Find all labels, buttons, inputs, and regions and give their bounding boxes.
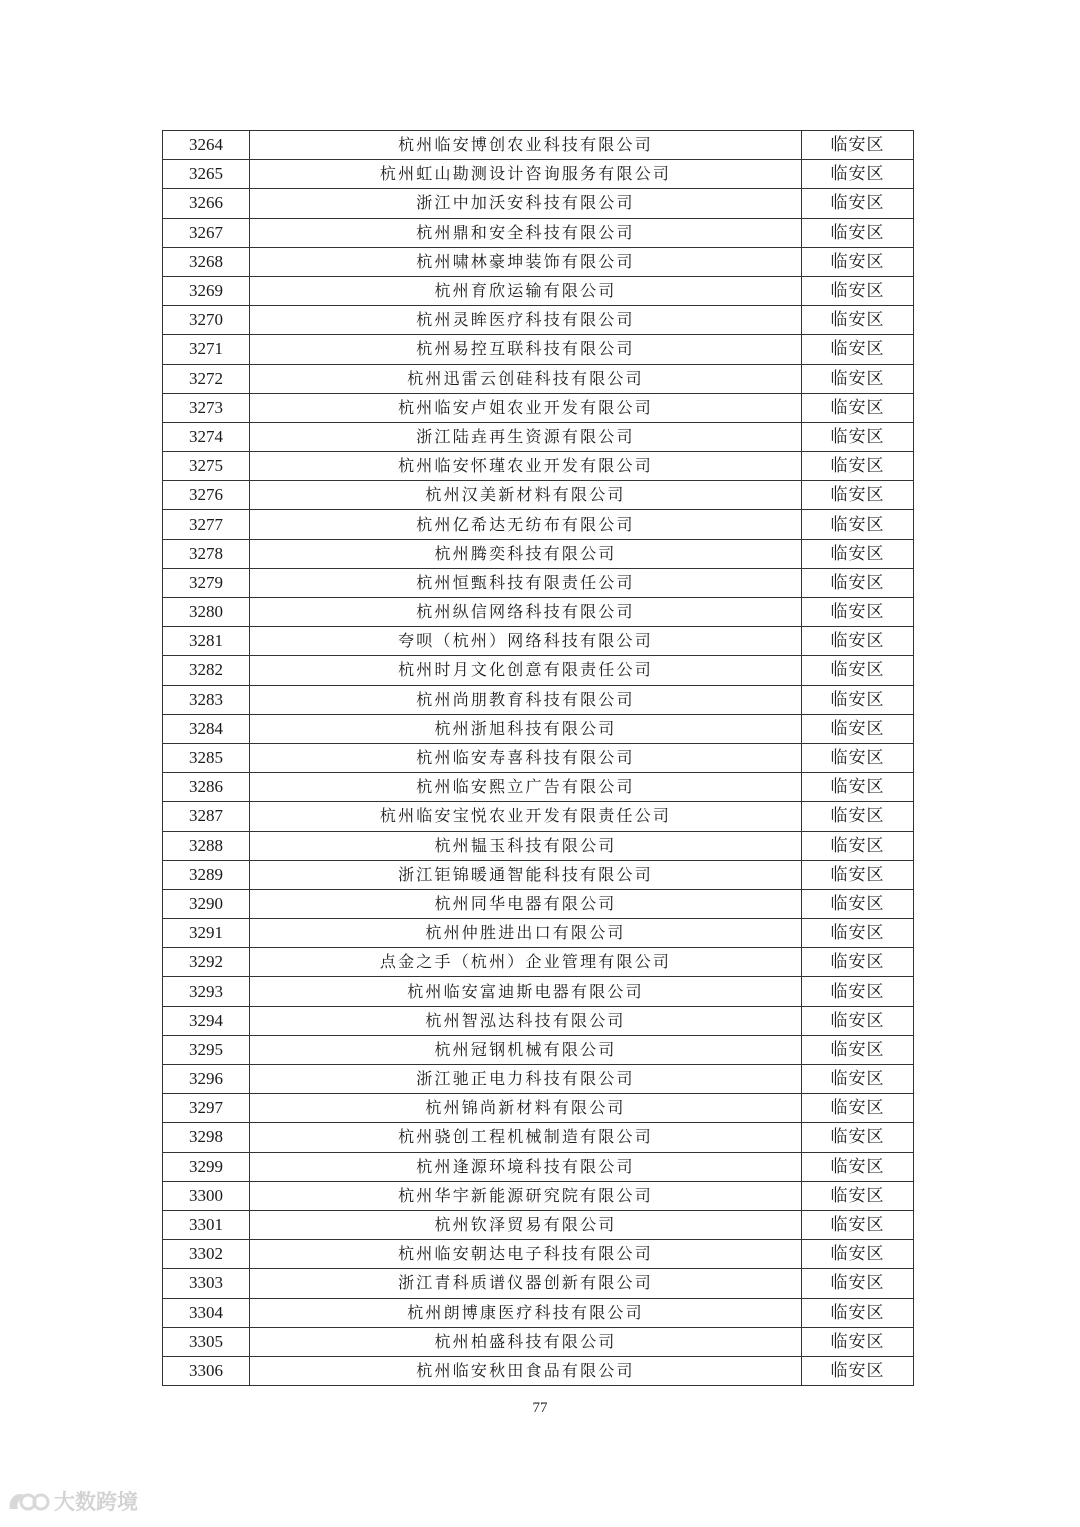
company-name: 浙江青科质谱仪器创新有限公司 bbox=[250, 1269, 802, 1298]
district-name: 临安区 bbox=[802, 685, 914, 714]
company-name: 杭州临安宝悦农业开发有限责任公司 bbox=[250, 802, 802, 831]
table-row bbox=[163, 1065, 914, 1094]
company-name: 杭州鼎和安全科技有限公司 bbox=[250, 218, 802, 247]
district-name: 临安区 bbox=[802, 131, 914, 160]
row-number: 3306 bbox=[163, 1356, 250, 1385]
district-name: 临安区 bbox=[802, 452, 914, 481]
row-number: 3266 bbox=[163, 189, 250, 218]
row-number: 3301 bbox=[163, 1210, 250, 1239]
company-name: 杭州临安朝达电子科技有限公司 bbox=[250, 1240, 802, 1269]
table-row bbox=[163, 860, 914, 889]
table-row bbox=[163, 1240, 914, 1269]
table-row bbox=[163, 393, 914, 422]
table-row bbox=[163, 977, 914, 1006]
row-number: 3297 bbox=[163, 1094, 250, 1123]
row-number: 3286 bbox=[163, 773, 250, 802]
district-name: 临安区 bbox=[802, 860, 914, 889]
company-name: 杭州冠钢机械有限公司 bbox=[250, 1035, 802, 1064]
company-name: 杭州韫玉科技有限公司 bbox=[250, 831, 802, 860]
row-number: 3274 bbox=[163, 422, 250, 451]
table-row bbox=[163, 889, 914, 918]
company-name: 杭州临安卢姐农业开发有限公司 bbox=[250, 393, 802, 422]
table-row bbox=[163, 481, 914, 510]
row-number: 3299 bbox=[163, 1152, 250, 1181]
table-row bbox=[163, 743, 914, 772]
row-number: 3294 bbox=[163, 1006, 250, 1035]
row-number: 3265 bbox=[163, 160, 250, 189]
company-name: 浙江钜锦暖通智能科技有限公司 bbox=[250, 860, 802, 889]
company-name: 杭州临安怀瑾农业开发有限公司 bbox=[250, 452, 802, 481]
company-name: 夸呗（杭州）网络科技有限公司 bbox=[250, 627, 802, 656]
row-number: 3300 bbox=[163, 1181, 250, 1210]
company-name: 杭州骁创工程机械制造有限公司 bbox=[250, 1123, 802, 1152]
table-row bbox=[163, 1210, 914, 1239]
company-name: 杭州恒甄科技有限责任公司 bbox=[250, 568, 802, 597]
company-name: 杭州尚朋教育科技有限公司 bbox=[250, 685, 802, 714]
row-number: 3285 bbox=[163, 743, 250, 772]
district-name: 临安区 bbox=[802, 773, 914, 802]
company-name: 杭州浙旭科技有限公司 bbox=[250, 714, 802, 743]
district-name: 临安区 bbox=[802, 919, 914, 948]
table-row bbox=[163, 335, 914, 364]
district-name: 临安区 bbox=[802, 306, 914, 335]
table-row bbox=[163, 831, 914, 860]
row-number: 3264 bbox=[163, 131, 250, 160]
company-name: 浙江中加沃安科技有限公司 bbox=[250, 189, 802, 218]
table-row bbox=[163, 627, 914, 656]
table-row bbox=[163, 714, 914, 743]
table-body bbox=[163, 131, 914, 1386]
row-number: 3288 bbox=[163, 831, 250, 860]
district-name: 临安区 bbox=[802, 1065, 914, 1094]
district-name: 临安区 bbox=[802, 831, 914, 860]
company-name: 杭州临安熙立广告有限公司 bbox=[250, 773, 802, 802]
company-table bbox=[162, 130, 914, 1386]
table-row bbox=[163, 539, 914, 568]
district-name: 临安区 bbox=[802, 510, 914, 539]
district-name: 临安区 bbox=[802, 1240, 914, 1269]
table-row bbox=[163, 802, 914, 831]
table-row bbox=[163, 656, 914, 685]
table-row bbox=[163, 364, 914, 393]
company-name: 杭州智泓达科技有限公司 bbox=[250, 1006, 802, 1035]
table-row bbox=[163, 1327, 914, 1356]
district-name: 临安区 bbox=[802, 160, 914, 189]
district-name: 临安区 bbox=[802, 1269, 914, 1298]
row-number: 3302 bbox=[163, 1240, 250, 1269]
company-name: 杭州同华电器有限公司 bbox=[250, 889, 802, 918]
district-name: 临安区 bbox=[802, 364, 914, 393]
row-number: 3303 bbox=[163, 1269, 250, 1298]
table-row bbox=[163, 189, 914, 218]
district-name: 临安区 bbox=[802, 218, 914, 247]
table-row bbox=[163, 1006, 914, 1035]
company-name: 杭州时月文化创意有限责任公司 bbox=[250, 656, 802, 685]
table-row bbox=[163, 422, 914, 451]
company-name: 杭州柏盛科技有限公司 bbox=[250, 1327, 802, 1356]
table-row bbox=[163, 510, 914, 539]
company-name: 杭州锦尚新材料有限公司 bbox=[250, 1094, 802, 1123]
company-name: 杭州朗博康医疗科技有限公司 bbox=[250, 1298, 802, 1327]
table-row bbox=[163, 773, 914, 802]
row-number: 3283 bbox=[163, 685, 250, 714]
row-number: 3289 bbox=[163, 860, 250, 889]
table-row bbox=[163, 1123, 914, 1152]
company-name: 杭州临安博创农业科技有限公司 bbox=[250, 131, 802, 160]
company-name: 点金之手（杭州）企业管理有限公司 bbox=[250, 948, 802, 977]
row-number: 3276 bbox=[163, 481, 250, 510]
row-number: 3278 bbox=[163, 539, 250, 568]
company-name: 浙江驰正电力科技有限公司 bbox=[250, 1065, 802, 1094]
district-name: 临安区 bbox=[802, 335, 914, 364]
company-name: 杭州仲胜进出口有限公司 bbox=[250, 919, 802, 948]
company-name: 杭州虹山勘测设计咨询服务有限公司 bbox=[250, 160, 802, 189]
row-number: 3292 bbox=[163, 948, 250, 977]
company-name: 杭州纵信网络科技有限公司 bbox=[250, 598, 802, 627]
table-row bbox=[163, 1152, 914, 1181]
row-number: 3271 bbox=[163, 335, 250, 364]
row-number: 3273 bbox=[163, 393, 250, 422]
district-name: 临安区 bbox=[802, 1181, 914, 1210]
district-name: 临安区 bbox=[802, 656, 914, 685]
table-row bbox=[163, 685, 914, 714]
table-row bbox=[163, 1356, 914, 1385]
company-name: 杭州钦泽贸易有限公司 bbox=[250, 1210, 802, 1239]
row-number: 3267 bbox=[163, 218, 250, 247]
table-row bbox=[163, 306, 914, 335]
company-name: 杭州易控互联科技有限公司 bbox=[250, 335, 802, 364]
row-number: 3272 bbox=[163, 364, 250, 393]
company-name: 杭州啸林豪坤装饰有限公司 bbox=[250, 247, 802, 276]
district-name: 临安区 bbox=[802, 539, 914, 568]
district-name: 临安区 bbox=[802, 743, 914, 772]
row-number: 3287 bbox=[163, 802, 250, 831]
row-number: 3275 bbox=[163, 452, 250, 481]
district-name: 临安区 bbox=[802, 247, 914, 276]
district-name: 临安区 bbox=[802, 189, 914, 218]
company-name: 浙江陆垚再生资源有限公司 bbox=[250, 422, 802, 451]
row-number: 3284 bbox=[163, 714, 250, 743]
district-name: 临安区 bbox=[802, 889, 914, 918]
row-number: 3291 bbox=[163, 919, 250, 948]
table-row bbox=[163, 1094, 914, 1123]
company-name: 杭州华宇新能源研究院有限公司 bbox=[250, 1181, 802, 1210]
district-name: 临安区 bbox=[802, 714, 914, 743]
district-name: 临安区 bbox=[802, 1123, 914, 1152]
row-number: 3281 bbox=[163, 627, 250, 656]
district-name: 临安区 bbox=[802, 1094, 914, 1123]
company-name: 杭州临安富迪斯电器有限公司 bbox=[250, 977, 802, 1006]
row-number: 3296 bbox=[163, 1065, 250, 1094]
row-number: 3290 bbox=[163, 889, 250, 918]
row-number: 3295 bbox=[163, 1035, 250, 1064]
district-name: 临安区 bbox=[802, 481, 914, 510]
row-number: 3269 bbox=[163, 276, 250, 305]
district-name: 临安区 bbox=[802, 1006, 914, 1035]
watermark bbox=[6, 1486, 138, 1516]
row-number: 3305 bbox=[163, 1327, 250, 1356]
table-row bbox=[163, 276, 914, 305]
company-name: 杭州汉美新材料有限公司 bbox=[250, 481, 802, 510]
district-name: 临安区 bbox=[802, 948, 914, 977]
watermark-text: 大数跨境 bbox=[54, 1490, 138, 1514]
row-number: 3268 bbox=[163, 247, 250, 276]
company-name: 杭州迅雷云创硅科技有限公司 bbox=[250, 364, 802, 393]
row-number: 3282 bbox=[163, 656, 250, 685]
table-row bbox=[163, 1298, 914, 1327]
row-number: 3280 bbox=[163, 598, 250, 627]
district-name: 临安区 bbox=[802, 802, 914, 831]
table-row bbox=[163, 919, 914, 948]
table-row bbox=[163, 1269, 914, 1298]
district-name: 临安区 bbox=[802, 1356, 914, 1385]
district-name: 临安区 bbox=[802, 1035, 914, 1064]
logo-icon bbox=[6, 1487, 50, 1515]
table-row bbox=[163, 1035, 914, 1064]
company-name: 杭州临安寿喜科技有限公司 bbox=[250, 743, 802, 772]
district-name: 临安区 bbox=[802, 393, 914, 422]
district-name: 临安区 bbox=[802, 1210, 914, 1239]
table-row bbox=[163, 247, 914, 276]
row-number: 3279 bbox=[163, 568, 250, 597]
district-name: 临安区 bbox=[802, 1152, 914, 1181]
district-name: 临安区 bbox=[802, 568, 914, 597]
table-row bbox=[163, 568, 914, 597]
district-name: 临安区 bbox=[802, 627, 914, 656]
table-row bbox=[163, 598, 914, 627]
table-row bbox=[163, 1181, 914, 1210]
company-name: 杭州腾奕科技有限公司 bbox=[250, 539, 802, 568]
district-name: 临安区 bbox=[802, 977, 914, 1006]
company-name: 杭州育欣运输有限公司 bbox=[250, 276, 802, 305]
row-number: 3298 bbox=[163, 1123, 250, 1152]
district-name: 临安区 bbox=[802, 422, 914, 451]
page-number: 77 bbox=[532, 1400, 548, 1416]
table-row bbox=[163, 218, 914, 247]
district-name: 临安区 bbox=[802, 1298, 914, 1327]
row-number: 3293 bbox=[163, 977, 250, 1006]
table-row bbox=[163, 131, 914, 160]
table-row bbox=[163, 948, 914, 977]
company-name: 杭州临安秋田食品有限公司 bbox=[250, 1356, 802, 1385]
row-number: 3270 bbox=[163, 306, 250, 335]
district-name: 临安区 bbox=[802, 276, 914, 305]
district-name: 临安区 bbox=[802, 1327, 914, 1356]
table-row bbox=[163, 452, 914, 481]
row-number: 3304 bbox=[163, 1298, 250, 1327]
district-name: 临安区 bbox=[802, 598, 914, 627]
company-name: 杭州逢源环境科技有限公司 bbox=[250, 1152, 802, 1181]
row-number: 3277 bbox=[163, 510, 250, 539]
table-row bbox=[163, 160, 914, 189]
company-name: 杭州灵眸医疗科技有限公司 bbox=[250, 306, 802, 335]
company-name: 杭州亿希达无纺布有限公司 bbox=[250, 510, 802, 539]
